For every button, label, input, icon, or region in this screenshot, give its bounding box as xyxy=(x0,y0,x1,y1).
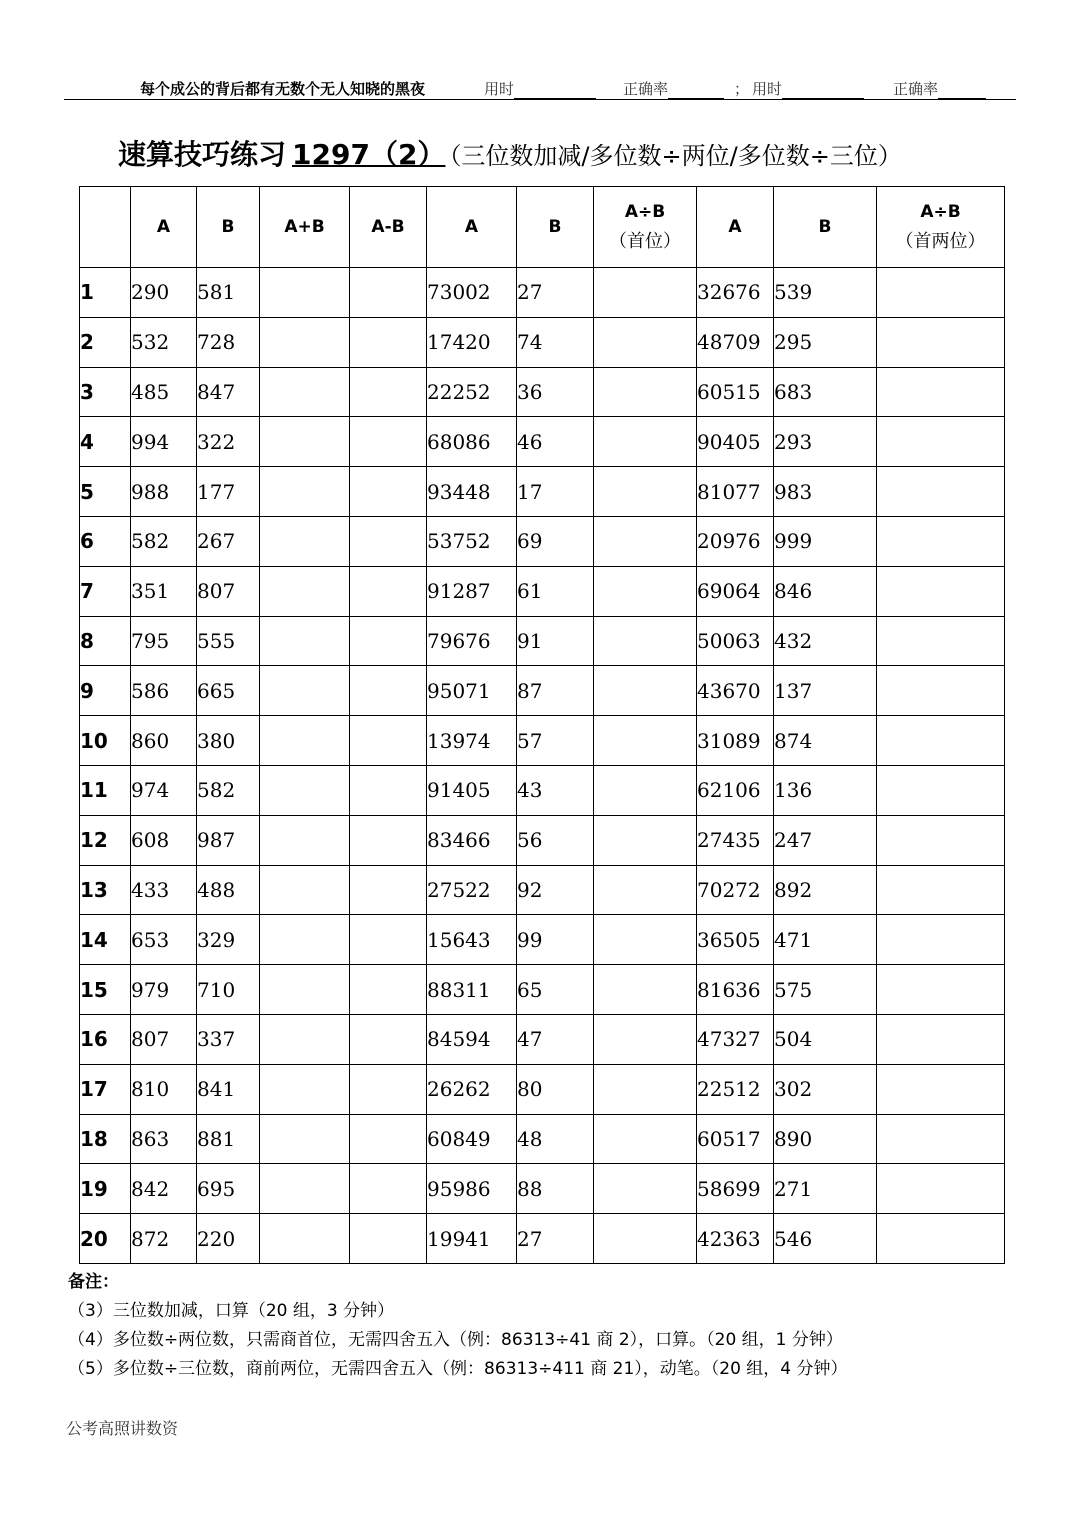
answer-cell-div2[interactable] xyxy=(877,666,1005,716)
cell-b3: 892 xyxy=(774,865,877,915)
row-index: 11 xyxy=(80,765,131,815)
cell-b2: 65 xyxy=(517,965,594,1015)
accuracy-blank-1[interactable] xyxy=(668,84,724,99)
cell-a3: 81636 xyxy=(697,965,774,1015)
accuracy-field-1 xyxy=(623,78,724,99)
cell-b3: 683 xyxy=(774,367,877,417)
row-index: 5 xyxy=(80,467,131,517)
cell-b1: 841 xyxy=(197,1064,260,1114)
table-row xyxy=(80,566,1005,616)
answer-cell-sum[interactable] xyxy=(260,367,350,417)
answer-cell-diff[interactable] xyxy=(350,1164,427,1214)
answer-cell-diff[interactable] xyxy=(350,516,427,566)
cell-b1: 695 xyxy=(197,1164,260,1214)
cell-a3: 81077 xyxy=(697,467,774,517)
answer-cell-div2[interactable] xyxy=(877,716,1005,766)
cell-a1: 532 xyxy=(131,317,197,367)
table-row xyxy=(80,1114,1005,1164)
header-b1: B xyxy=(197,187,260,268)
cell-b2: 88 xyxy=(517,1164,594,1214)
cell-b2: 27 xyxy=(517,268,594,318)
cell-b1: 582 xyxy=(197,765,260,815)
answer-cell-div1[interactable] xyxy=(594,965,697,1015)
answer-cell-div2[interactable] xyxy=(877,765,1005,815)
answer-cell-diff[interactable] xyxy=(350,716,427,766)
answer-cell-div1[interactable] xyxy=(594,1014,697,1064)
cell-b1: 488 xyxy=(197,865,260,915)
answer-cell-sum[interactable] xyxy=(260,865,350,915)
header-index xyxy=(80,187,131,268)
answer-cell-sum[interactable] xyxy=(260,467,350,517)
cell-a1: 979 xyxy=(131,965,197,1015)
cell-b2: 74 xyxy=(517,317,594,367)
answer-cell-diff[interactable] xyxy=(350,616,427,666)
answer-cell-sum[interactable] xyxy=(260,965,350,1015)
answer-cell-div1[interactable] xyxy=(594,815,697,865)
answer-cell-div1[interactable] xyxy=(594,716,697,766)
cell-b3: 999 xyxy=(774,516,877,566)
row-index: 13 xyxy=(80,865,131,915)
row-index: 17 xyxy=(80,1064,131,1114)
cell-b2: 46 xyxy=(517,417,594,467)
table-row xyxy=(80,765,1005,815)
cell-b1: 177 xyxy=(197,467,260,517)
answer-cell-div2[interactable] xyxy=(877,1114,1005,1164)
cell-b3: 247 xyxy=(774,815,877,865)
cell-b2: 56 xyxy=(517,815,594,865)
time-label-2: 用时 xyxy=(752,80,783,98)
table-row xyxy=(80,915,1005,965)
header-div2-label: A÷B xyxy=(920,202,961,222)
answer-cell-div2[interactable] xyxy=(877,516,1005,566)
cell-b3: 432 xyxy=(774,616,877,666)
cell-a3: 31089 xyxy=(697,716,774,766)
table-row xyxy=(80,716,1005,766)
answer-cell-div2[interactable] xyxy=(877,1064,1005,1114)
cell-a3: 50063 xyxy=(697,616,774,666)
cell-b1: 555 xyxy=(197,616,260,666)
cell-b1: 728 xyxy=(197,317,260,367)
header-row xyxy=(80,187,1005,268)
cell-b1: 337 xyxy=(197,1014,260,1064)
cell-a3: 32676 xyxy=(697,268,774,318)
cell-b1: 329 xyxy=(197,915,260,965)
cell-a2: 13974 xyxy=(427,716,517,766)
practice-table xyxy=(79,186,1005,1264)
answer-cell-sum[interactable] xyxy=(260,716,350,766)
row-index: 16 xyxy=(80,1014,131,1064)
cell-a2: 26262 xyxy=(427,1064,517,1114)
cell-a2: 88311 xyxy=(427,965,517,1015)
cell-a3: 42363 xyxy=(697,1214,774,1264)
header-b2: B xyxy=(517,187,594,268)
answer-cell-div1[interactable] xyxy=(594,417,697,467)
cell-a2: 83466 xyxy=(427,815,517,865)
answer-cell-sum[interactable] xyxy=(260,1214,350,1264)
header-sum: A+B xyxy=(260,187,350,268)
cell-a2: 95071 xyxy=(427,666,517,716)
cell-a1: 860 xyxy=(131,716,197,766)
answer-cell-sum[interactable] xyxy=(260,1164,350,1214)
answer-cell-sum[interactable] xyxy=(260,1014,350,1064)
answer-cell-diff[interactable] xyxy=(350,467,427,517)
answer-cell-diff[interactable] xyxy=(350,765,427,815)
accuracy-label-2: 正确率 xyxy=(893,80,939,98)
answer-cell-div2[interactable] xyxy=(877,865,1005,915)
answer-cell-diff[interactable] xyxy=(350,1064,427,1114)
answer-cell-div1[interactable] xyxy=(594,915,697,965)
title-number: 1297（2） xyxy=(292,138,446,171)
header-b3: B xyxy=(774,187,877,268)
cell-a1: 810 xyxy=(131,1064,197,1114)
separator: ； xyxy=(734,80,750,98)
answer-cell-div1[interactable] xyxy=(594,1114,697,1164)
answer-cell-div1[interactable] xyxy=(594,566,697,616)
note-item: （5）多位数÷三位数，商前两位，无需四舍五入（例：86313÷411 商 21），动笔。（20 组，4 分钟） xyxy=(68,1359,848,1379)
answer-cell-div2[interactable] xyxy=(877,815,1005,865)
cell-b3: 136 xyxy=(774,765,877,815)
cell-a2: 17420 xyxy=(427,317,517,367)
cell-b2: 87 xyxy=(517,666,594,716)
cell-a1: 994 xyxy=(131,417,197,467)
answer-cell-diff[interactable] xyxy=(350,965,427,1015)
cell-b2: 27 xyxy=(517,1214,594,1264)
answer-cell-div2[interactable] xyxy=(877,317,1005,367)
cell-a3: 47327 xyxy=(697,1014,774,1064)
answer-cell-diff[interactable] xyxy=(350,367,427,417)
answer-cell-div1[interactable] xyxy=(594,616,697,666)
cell-b2: 91 xyxy=(517,616,594,666)
cell-a3: 22512 xyxy=(697,1064,774,1114)
table-row xyxy=(80,1064,1005,1114)
cell-a2: 19941 xyxy=(427,1214,517,1264)
answer-cell-sum[interactable] xyxy=(260,1114,350,1164)
table-row xyxy=(80,367,1005,417)
accuracy-field-2 xyxy=(893,78,986,99)
table-body xyxy=(80,268,1005,1264)
answer-cell-sum[interactable] xyxy=(260,1064,350,1114)
cell-a2: 27522 xyxy=(427,865,517,915)
cell-a2: 22252 xyxy=(427,367,517,417)
answer-cell-div2[interactable] xyxy=(877,566,1005,616)
cell-b2: 57 xyxy=(517,716,594,766)
row-index: 14 xyxy=(80,915,131,965)
answer-cell-sum[interactable] xyxy=(260,268,350,318)
title-subtitle: （三位数加减/多位数÷两位/多位数÷三位） xyxy=(449,142,902,170)
answer-cell-div1[interactable] xyxy=(594,1164,697,1214)
cell-b3: 546 xyxy=(774,1214,877,1264)
cell-a3: 60515 xyxy=(697,367,774,417)
answer-cell-diff[interactable] xyxy=(350,566,427,616)
cell-a1: 863 xyxy=(131,1114,197,1164)
cell-b1: 322 xyxy=(197,417,260,467)
cell-b2: 47 xyxy=(517,1014,594,1064)
cell-a2: 68086 xyxy=(427,417,517,467)
answer-cell-diff[interactable] xyxy=(350,915,427,965)
cell-b3: 271 xyxy=(774,1164,877,1214)
cell-a1: 872 xyxy=(131,1214,197,1264)
table-row xyxy=(80,616,1005,666)
cell-a1: 974 xyxy=(131,765,197,815)
answer-cell-diff[interactable] xyxy=(350,317,427,367)
answer-cell-sum[interactable] xyxy=(260,566,350,616)
page-title xyxy=(118,133,902,173)
cell-b1: 847 xyxy=(197,367,260,417)
cell-b2: 69 xyxy=(517,516,594,566)
answer-cell-div2[interactable] xyxy=(877,467,1005,517)
cell-b3: 874 xyxy=(774,716,877,766)
accuracy-label-1: 正确率 xyxy=(623,80,669,98)
header-a3: A xyxy=(697,187,774,268)
answer-cell-diff[interactable] xyxy=(350,1214,427,1264)
cell-a2: 60849 xyxy=(427,1114,517,1164)
header-div1-label: A÷B xyxy=(624,202,666,222)
row-index: 10 xyxy=(80,716,131,766)
table-row xyxy=(80,865,1005,915)
row-index: 8 xyxy=(80,616,131,666)
note-item: （4）多位数÷两位数，只需商首位，无需四舍五入（例：86313÷41 商 2），口算。（20 组，1 分钟） xyxy=(68,1330,843,1350)
cell-b3: 295 xyxy=(774,317,877,367)
header-div1-sub: （首位） xyxy=(609,231,681,252)
cell-b2: 80 xyxy=(517,1064,594,1114)
cell-a2: 15643 xyxy=(427,915,517,965)
table-row xyxy=(80,1014,1005,1064)
table-row xyxy=(80,417,1005,467)
cell-a3: 69064 xyxy=(697,566,774,616)
cell-b2: 99 xyxy=(517,915,594,965)
cell-a2: 79676 xyxy=(427,616,517,666)
answer-cell-diff[interactable] xyxy=(350,417,427,467)
answer-cell-sum[interactable] xyxy=(260,815,350,865)
cell-b2: 48 xyxy=(517,1114,594,1164)
cell-a3: 36505 xyxy=(697,915,774,965)
answer-cell-div1[interactable] xyxy=(594,467,697,517)
cell-a2: 95986 xyxy=(427,1164,517,1214)
cell-a3: 90405 xyxy=(697,417,774,467)
answer-cell-div2[interactable] xyxy=(877,417,1005,467)
table-row xyxy=(80,317,1005,367)
row-index: 12 xyxy=(80,815,131,865)
cell-a2: 93448 xyxy=(427,467,517,517)
cell-b3: 539 xyxy=(774,268,877,318)
cell-b1: 807 xyxy=(197,566,260,616)
answer-cell-div2[interactable] xyxy=(877,1214,1005,1264)
row-index: 20 xyxy=(80,1214,131,1264)
answer-cell-sum[interactable] xyxy=(260,317,350,367)
answer-cell-diff[interactable] xyxy=(350,1114,427,1164)
cell-b3: 504 xyxy=(774,1014,877,1064)
table-row xyxy=(80,268,1005,318)
row-index: 6 xyxy=(80,516,131,566)
answer-cell-div1[interactable] xyxy=(594,765,697,815)
cell-b1: 220 xyxy=(197,1214,260,1264)
cell-a1: 582 xyxy=(131,516,197,566)
cell-b1: 665 xyxy=(197,666,260,716)
header-div2 xyxy=(877,187,1005,268)
footer-text: 公考高照讲数资 xyxy=(66,1419,179,1438)
row-index: 15 xyxy=(80,965,131,1015)
motto: 每个成公的背后都有无数个无人知晓的黑夜 xyxy=(140,80,426,98)
cell-b2: 43 xyxy=(517,765,594,815)
notes xyxy=(68,1268,848,1384)
header-div2-sub: （首两位） xyxy=(895,231,986,252)
answer-cell-div2[interactable] xyxy=(877,1014,1005,1064)
answer-cell-diff[interactable] xyxy=(350,666,427,716)
answer-cell-sum[interactable] xyxy=(260,915,350,965)
table-row xyxy=(80,815,1005,865)
answer-cell-sum[interactable] xyxy=(260,666,350,716)
cell-b1: 380 xyxy=(197,716,260,766)
cell-b3: 575 xyxy=(774,965,877,1015)
cell-a2: 53752 xyxy=(427,516,517,566)
row-index: 4 xyxy=(80,417,131,467)
answer-cell-div1[interactable] xyxy=(594,1064,697,1114)
note-item: （3）三位数加减，口算（20 组，3 分钟） xyxy=(68,1301,395,1321)
answer-cell-sum[interactable] xyxy=(260,417,350,467)
answer-cell-div1[interactable] xyxy=(594,268,697,318)
table-row xyxy=(80,467,1005,517)
cell-a1: 988 xyxy=(131,467,197,517)
cell-a1: 290 xyxy=(131,268,197,318)
table-row xyxy=(80,1214,1005,1264)
time-label-1: 用时 xyxy=(484,80,515,98)
cell-a3: 43670 xyxy=(697,666,774,716)
cell-a1: 586 xyxy=(131,666,197,716)
answer-cell-div2[interactable] xyxy=(877,1164,1005,1214)
cell-a2: 73002 xyxy=(427,268,517,318)
cell-b1: 881 xyxy=(197,1114,260,1164)
answer-cell-div1[interactable] xyxy=(594,1214,697,1264)
cell-b3: 983 xyxy=(774,467,877,517)
cell-b3: 890 xyxy=(774,1114,877,1164)
cell-a3: 70272 xyxy=(697,865,774,915)
cell-b3: 293 xyxy=(774,417,877,467)
table-row xyxy=(80,1164,1005,1214)
cell-b3: 137 xyxy=(774,666,877,716)
answer-cell-div1[interactable] xyxy=(594,516,697,566)
cell-a1: 485 xyxy=(131,367,197,417)
answer-cell-diff[interactable] xyxy=(350,815,427,865)
cell-b1: 267 xyxy=(197,516,260,566)
table-row xyxy=(80,516,1005,566)
answer-cell-sum[interactable] xyxy=(260,516,350,566)
cell-a1: 807 xyxy=(131,1014,197,1064)
cell-b2: 17 xyxy=(517,467,594,517)
row-index: 18 xyxy=(80,1114,131,1164)
table-row xyxy=(80,965,1005,1015)
row-index: 3 xyxy=(80,367,131,417)
cell-a3: 48709 xyxy=(697,317,774,367)
row-index: 19 xyxy=(80,1164,131,1214)
cell-a1: 608 xyxy=(131,815,197,865)
answer-cell-div2[interactable] xyxy=(877,915,1005,965)
cell-a1: 351 xyxy=(131,566,197,616)
cell-b3: 302 xyxy=(774,1064,877,1114)
time-field-1 xyxy=(484,78,596,99)
cell-a1: 842 xyxy=(131,1164,197,1214)
header-divider xyxy=(64,99,1016,100)
answer-cell-diff[interactable] xyxy=(350,865,427,915)
answer-cell-div1[interactable] xyxy=(594,317,697,367)
cell-a2: 84594 xyxy=(427,1014,517,1064)
row-index: 7 xyxy=(80,566,131,616)
cell-b2: 61 xyxy=(517,566,594,616)
table-row xyxy=(80,666,1005,716)
cell-b2: 36 xyxy=(517,367,594,417)
header-a2: A xyxy=(427,187,517,268)
time-blank-2[interactable] xyxy=(782,84,864,99)
answer-cell-div1[interactable] xyxy=(594,865,697,915)
row-index: 2 xyxy=(80,317,131,367)
answer-cell-div2[interactable] xyxy=(877,965,1005,1015)
cell-b2: 92 xyxy=(517,865,594,915)
answer-cell-diff[interactable] xyxy=(350,1014,427,1064)
cell-a2: 91405 xyxy=(427,765,517,815)
cell-a2: 91287 xyxy=(427,566,517,616)
answer-cell-div2[interactable] xyxy=(877,268,1005,318)
cell-a3: 20976 xyxy=(697,516,774,566)
cell-b3: 471 xyxy=(774,915,877,965)
time-field-2 xyxy=(752,78,864,99)
cell-a3: 62106 xyxy=(697,765,774,815)
answer-cell-sum[interactable] xyxy=(260,616,350,666)
answer-cell-div1[interactable] xyxy=(594,666,697,716)
header-diff: A-B xyxy=(350,187,427,268)
cell-b3: 846 xyxy=(774,566,877,616)
header-div1 xyxy=(594,187,697,268)
answer-cell-diff[interactable] xyxy=(350,268,427,318)
accuracy-blank-2[interactable] xyxy=(938,84,986,99)
title-main: 速算技巧练习 xyxy=(118,138,287,171)
cell-a1: 795 xyxy=(131,616,197,666)
answer-cell-div2[interactable] xyxy=(877,367,1005,417)
answer-cell-sum[interactable] xyxy=(260,765,350,815)
answer-cell-div1[interactable] xyxy=(594,367,697,417)
cell-b1: 581 xyxy=(197,268,260,318)
notes-title: 备注： xyxy=(68,1272,119,1292)
cell-b1: 710 xyxy=(197,965,260,1015)
cell-b1: 987 xyxy=(197,815,260,865)
cell-a3: 60517 xyxy=(697,1114,774,1164)
cell-a1: 653 xyxy=(131,915,197,965)
cell-a3: 58699 xyxy=(697,1164,774,1214)
time-blank-1[interactable] xyxy=(514,84,596,99)
answer-cell-div2[interactable] xyxy=(877,616,1005,666)
cell-a1: 433 xyxy=(131,865,197,915)
row-index: 1 xyxy=(80,268,131,318)
cell-a3: 27435 xyxy=(697,815,774,865)
header-a1: A xyxy=(131,187,197,268)
row-index: 9 xyxy=(80,666,131,716)
